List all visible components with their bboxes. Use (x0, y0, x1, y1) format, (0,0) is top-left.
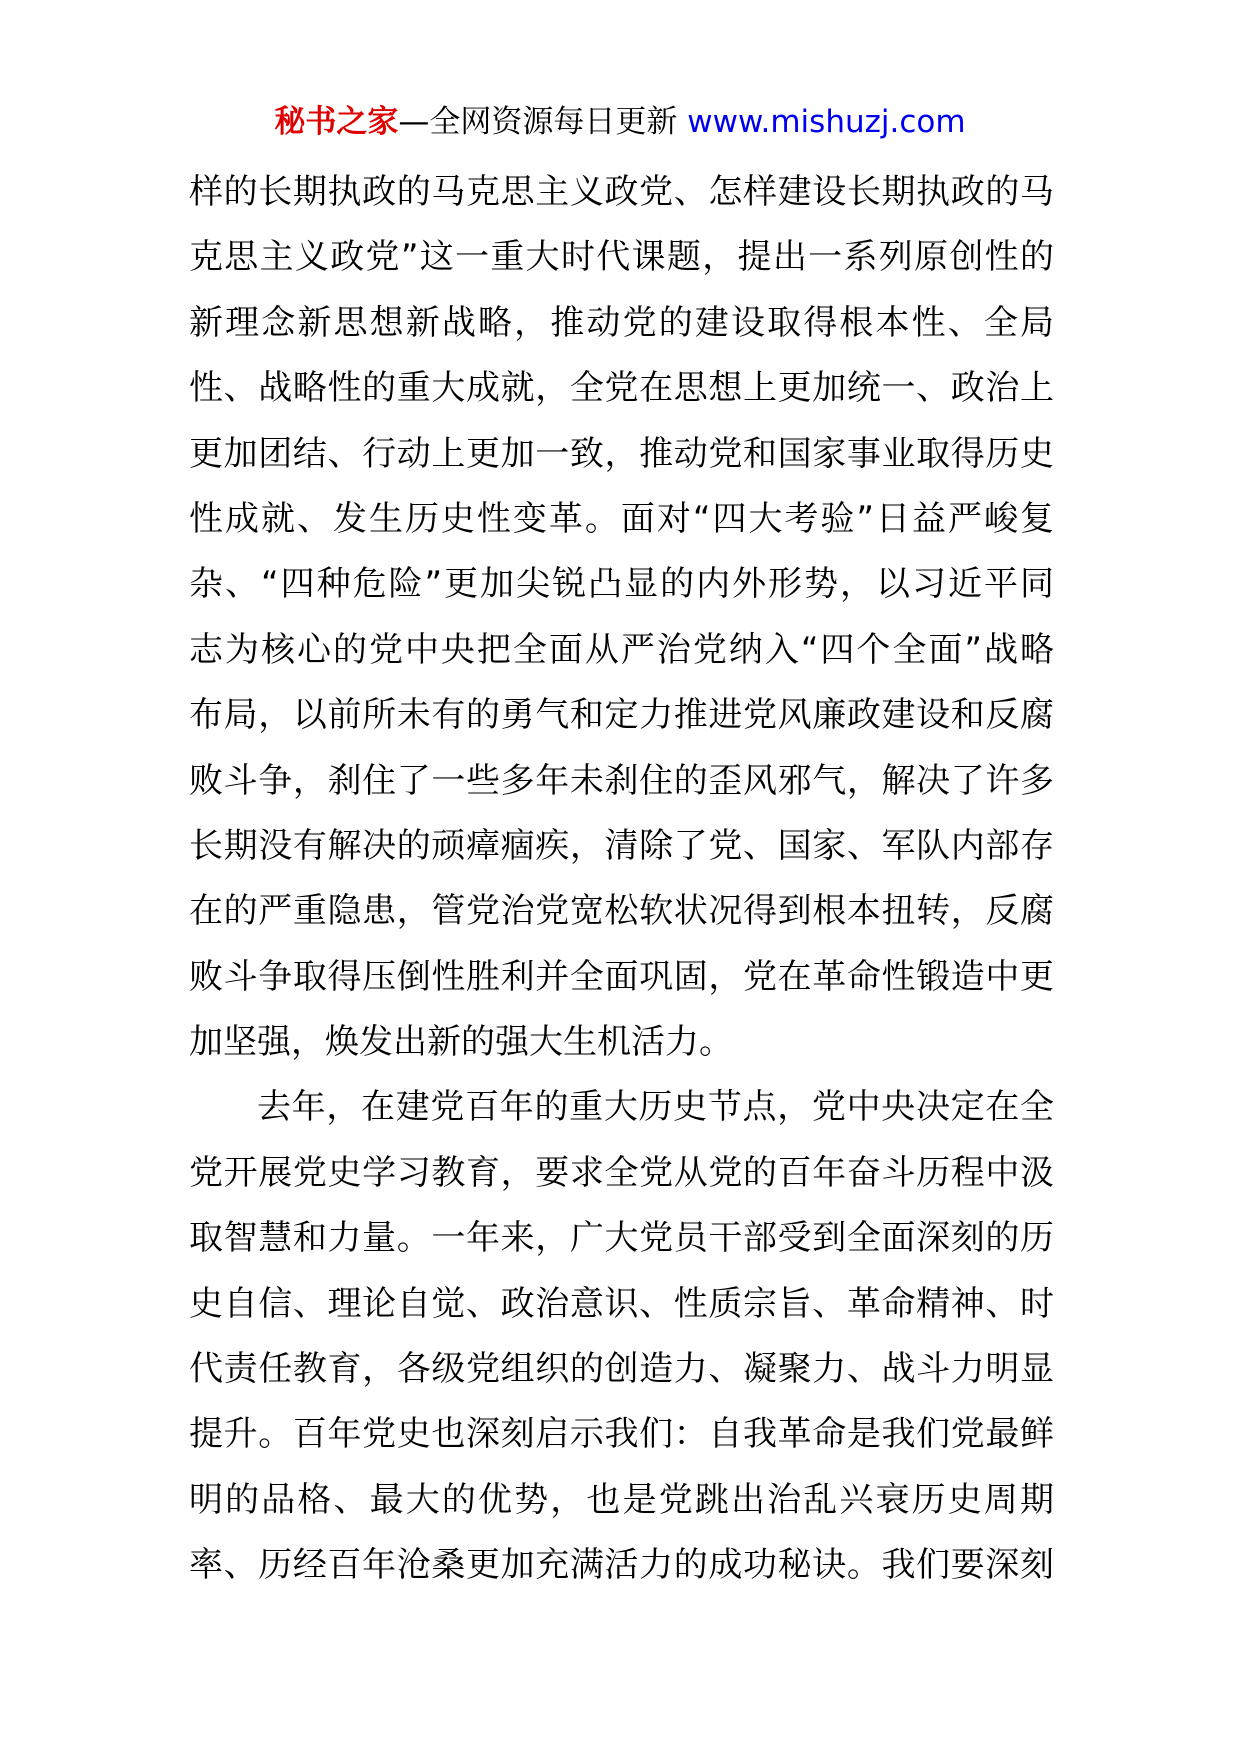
text-line: 败斗争，刹住了一些多年未刹住的歪风邪气，解决了许多 (189, 760, 1054, 801)
text-line: 长期没有解决的顽瘴痼疾，清除了党、国家、军队内部存 (189, 825, 1054, 866)
text-line: 性、战略性的重大成就，全党在思想上更加统一、政治上 (189, 368, 1054, 409)
text-line: 提升。百年党史也深刻启示我们：自我革命是我们党最鲜 (189, 1414, 1054, 1455)
text-line: 性成就、发生历史性变革。面对“四大考验”日益严峻复 (189, 498, 1054, 539)
text-line: 明的品格、最大的优势，也是党跳出治乱兴衰历史周期 (189, 1479, 1054, 1520)
page-header (0, 100, 1240, 144)
text-line: 新理念新思想新战略，推动党的建设取得根本性、全局 (189, 302, 1054, 343)
brand-name: 秘书之家 (274, 104, 399, 140)
document-body (189, 160, 1054, 1599)
text-line: 样的长期执政的马克思主义政党、怎样建设长期执政的马 (189, 172, 1054, 212)
text-line: 布局，以前所未有的勇气和定力推进党风廉政建设和反腐 (189, 695, 1054, 736)
text-line: 更加团结、行动上更加一致，推动党和国家事业取得历史 (189, 433, 1054, 474)
text-line: 取智慧和力量。一年来，广大党员干部受到全面深刻的历 (189, 1218, 1054, 1259)
header-tagline: —全网资源每日更新 (398, 104, 688, 140)
paragraph-first-line: 去年，在建党百年的重大历史节点，党中央决定在全 (257, 1087, 1054, 1128)
text-line: 党开展党史学习教育，要求全党从党的百年奋斗历程中汲 (189, 1152, 1054, 1193)
text-line: 史自信、理论自觉、政治意识、性质宗旨、革命精神、时 (189, 1283, 1054, 1324)
text-line: 志为核心的党中央把全面从严治党纳入“四个全面”战略 (189, 629, 1054, 670)
text-line: 克思主义政党”这一重大时代课题，提出一系列原创性的 (189, 237, 1054, 278)
text-line: 率、历经百年沧桑更加充满活力的成功秘诀。我们要深刻 (189, 1545, 1054, 1586)
text-line: 杂、“四种危险”更加尖锐凸显的内外形势，以习近平同 (189, 564, 1054, 605)
text-line: 代责任教育，各级党组织的创造力、凝聚力、战斗力明显 (189, 1349, 1054, 1390)
text-line: 败斗争取得压倒性胜利并全面巩固，党在革命性锻造中更 (189, 956, 1054, 997)
text-line: 在的严重隐患，管党治党宽松软状况得到根本扭转，反腐 (189, 891, 1054, 932)
website-link[interactable]: www.mishuzj.com (687, 104, 966, 140)
paragraph-end-line: 加坚强，焕发出新的强大生机活力。 (189, 1022, 733, 1063)
